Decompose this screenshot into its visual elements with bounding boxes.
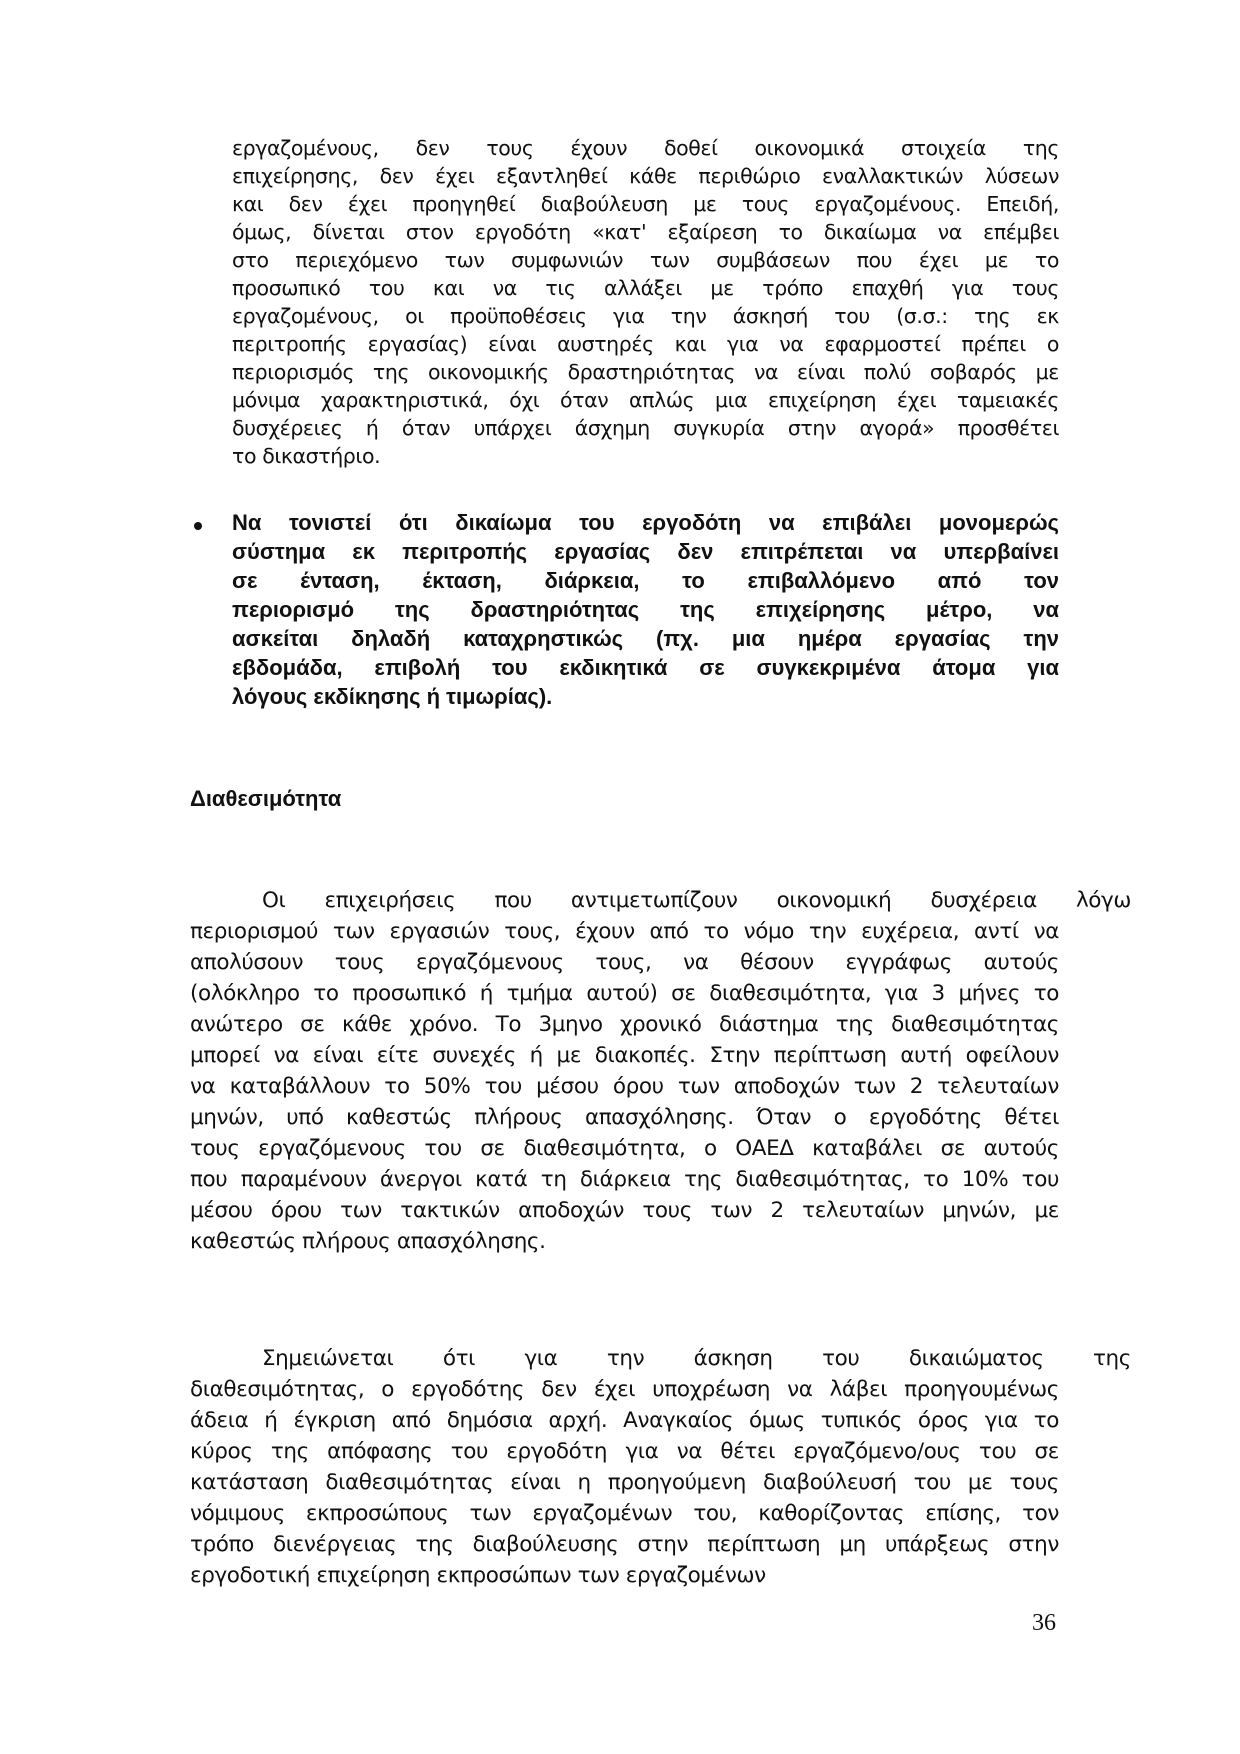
text-line: μπορεί να είναι είτε συνεχές ή με διακοπές. Στην περίπτωση αυτή οφείλουν: [190, 1043, 1059, 1068]
bullet-line: περιορισμό της δραστηριότητας της επιχείρησης μέτρο, να: [232, 597, 1059, 622]
text-line: καθεστώς πλήρους απασχόλησης.: [190, 1229, 546, 1254]
text-line: δυσχέρειες ή όταν υπάρχει άσχημη συγκυρία στην αγορά» προσθέτει: [232, 416, 1059, 440]
text-line: εργοδοτική επιχείρηση εκπροσώπων των εργαζομένων: [190, 1563, 766, 1588]
text-line: μέσου όρου των τακτικών αποδοχών τους των 2 τελευταίων μηνών, με: [190, 1198, 1059, 1223]
text-line: επιχείρησης, δεν έχει εξαντληθεί κάθε περιθώριο εναλλακτικών λύσεων: [232, 164, 1059, 188]
text-line: νόμιμους εκπροσώπους των εργαζομένων του, καθορίζοντας επίσης, τον: [190, 1501, 1059, 1526]
section-heading: Διαθεσιμότητα: [190, 786, 342, 811]
text-line: τρόπο διενέργειας της διαβούλευσης στην περίπτωση μη υπάρξεως στην: [190, 1532, 1059, 1557]
text-line: απολύσουν τους εργαζόμενους τους, να θέσουν εγγράφως αυτούς: [190, 950, 1059, 975]
text-line: Σημειώνεται ότι για την άσκηση του δικαιώματος της: [262, 1346, 1131, 1371]
page-number: 36: [1032, 1610, 1056, 1636]
text-line: περιορισμού των εργασιών τους, έχουν από το νόμο την ευχέρεια, αντί να: [190, 919, 1059, 944]
text-line: όμως, δίνεται στον εργοδότη «κατ' εξαίρεση το δικαίωμα να επέμβει: [232, 220, 1059, 244]
bullet-line: σε ένταση, έκταση, διάρκεια, το επιβαλλόμενο από τον: [232, 568, 1059, 593]
text-line: περιορισμός της οικονομικής δραστηριότητας να είναι πολύ σοβαρός με: [232, 360, 1059, 384]
text-line: προσωπικό του και να τις αλλάξει με τρόπο επαχθή για τους: [232, 276, 1059, 300]
text-line: εργαζομένους, οι προϋποθέσεις για την άσκησή του (σ.σ.: της εκ: [232, 304, 1059, 328]
text-line: μηνών, υπό καθεστώς πλήρους απασχόλησης. Όταν ο εργοδότης θέτει: [190, 1105, 1059, 1130]
text-line: το δικαστήριο.: [232, 444, 381, 468]
text-line: μόνιμα χαρακτηριστικά, όχι όταν απλώς μια επιχείρηση έχει ταμειακές: [232, 388, 1059, 412]
text-line: στο περιεχόμενο των συμφωνιών των συμβάσεων που έχει με το: [232, 248, 1059, 272]
bullet-line: σύστημα εκ περιτροπής εργασίας δεν επιτρέπεται να υπερβαίνει: [232, 539, 1059, 564]
bullet-line: ασκείται δηλαδή καταχρηστικώς (πχ. μια ημέρα εργασίας την: [232, 626, 1059, 651]
bullet-icon: [194, 522, 202, 530]
text-line: διαθεσιμότητας, ο εργοδότης δεν έχει υποχρέωση να λάβει προηγουμένως: [190, 1377, 1059, 1402]
bullet-line: Να τονιστεί ότι δικαίωμα του εργοδότη να επιβάλει μονομερώς: [232, 510, 1059, 535]
text-line: που παραμένουν άνεργοι κατά τη διάρκεια της διαθεσιμότητας, το 10% του: [190, 1167, 1059, 1192]
bullet-line: λόγους εκδίκησης ή τιμωρίας).: [232, 684, 553, 709]
text-line: Οι επιχειρήσεις που αντιμετωπίζουν οικονομική δυσχέρεια λόγω: [262, 888, 1131, 913]
text-line: περιτροπής εργασίας) είναι αυστηρές και για να εφαρμοστεί πρέπει ο: [232, 332, 1059, 356]
bullet-line: εβδομάδα, επιβολή του εκδικητικά σε συγκεκριμένα άτομα για: [232, 655, 1059, 680]
text-line: άδεια ή έγκριση από δημόσια αρχή. Αναγκαίος όμως τυπικός όρος για το: [190, 1408, 1059, 1433]
text-line: τους εργαζόμενους του σε διαθεσιμότητα, ο ΟΑΕΔ καταβάλει σε αυτούς: [190, 1136, 1059, 1161]
text-line: κατάσταση διαθεσιμότητας είναι η προηγούμενη διαβούλευσή του με τους: [190, 1470, 1059, 1495]
text-line: να καταβάλλουν το 50% του μέσου όρου των αποδοχών των 2 τελευταίων: [190, 1074, 1059, 1099]
text-line: (ολόκληρο το προσωπικό ή τμήμα αυτού) σε διαθεσιμότητα, για 3 μήνες το: [190, 981, 1059, 1006]
text-line: και δεν έχει προηγηθεί διαβούλευση με τους εργαζομένους. Επειδή,: [232, 192, 1059, 216]
text-line: εργαζομένους, δεν τους έχουν δοθεί οικονομικά στοιχεία της: [232, 136, 1059, 160]
text-line: ανώτερο σε κάθε χρόνο. Το 3μηνο χρονικό διάστημα της διαθεσιμότητας: [190, 1012, 1059, 1037]
text-line: κύρος της απόφασης του εργοδότη για να θέτει εργαζόμενο/ους του σε: [190, 1439, 1059, 1464]
